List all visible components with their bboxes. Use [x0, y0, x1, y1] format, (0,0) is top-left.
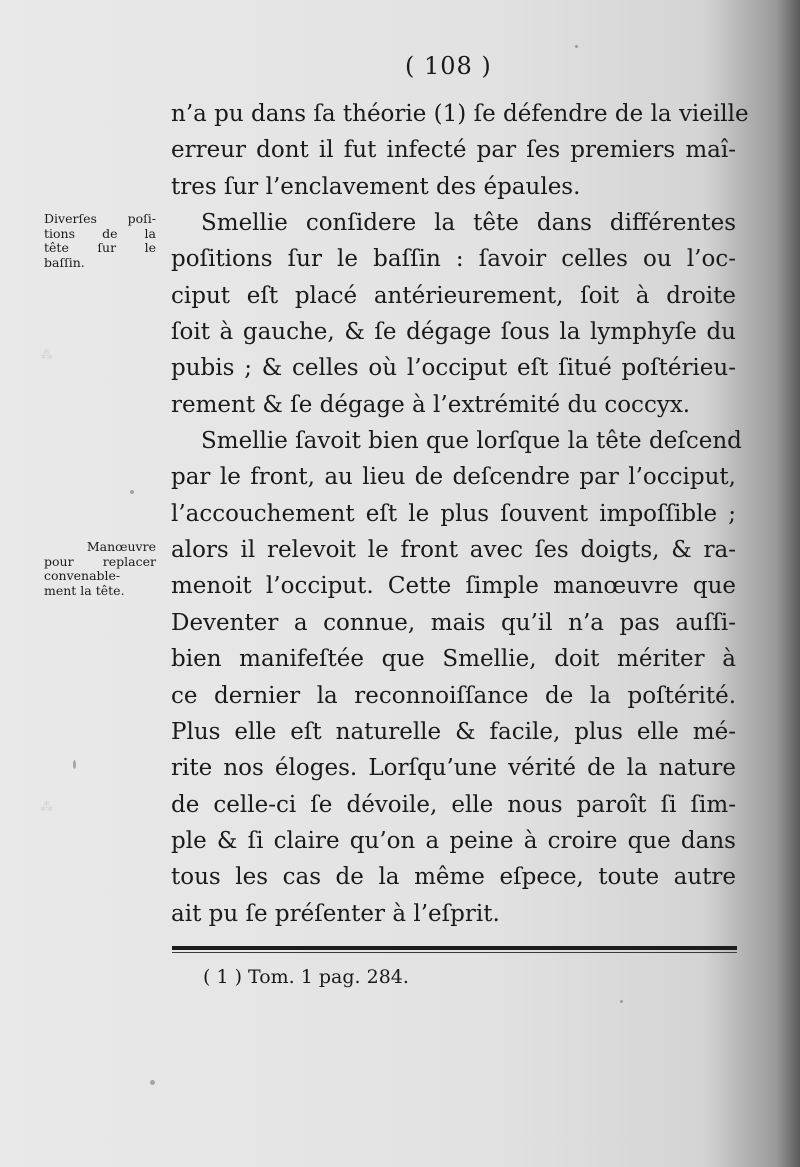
text-line: Deventer a connue, mais qu’il n’a pas auſſi-	[171, 609, 736, 636]
margin-note-line: convenable-	[44, 568, 121, 583]
text-line: de celle-ci ſe dévoile, elle nous paroît ſi ſim-	[171, 791, 736, 818]
margin-note-line: baſſin.	[44, 254, 85, 270]
text-line: ciput eſt placé antérieurement, ſoit à droite	[171, 282, 736, 309]
margin-note-line: Diverſes poſi-	[44, 211, 156, 226]
paper-speck	[575, 45, 578, 48]
text-line: ce dernier la reconnoiſſance de la poſtérité.	[171, 682, 736, 709]
show-through-text: ⁂	[40, 800, 53, 815]
text-line: tous les cas de la même eſpece, toute autre	[171, 864, 736, 891]
page-number: ( 108 )	[405, 52, 492, 80]
margin-note-line: pour replacer	[44, 553, 156, 569]
text-line: pubis ; & celles où l’occiput eſt ſitué poſtérieu-	[171, 355, 736, 382]
text-line: rite nos éloges. Lorſqu’une vérité de la nature	[171, 755, 736, 782]
paper-speck	[150, 1080, 155, 1085]
text-line: n’a pu dans ſa théorie (1) ſe défendre de la vieille	[171, 101, 749, 127]
text-line: Plus elle eſt naturelle & facile, plus elle mé-	[171, 718, 736, 745]
text-line: rement & ſe dégage à l’extrémité du coccyx.	[171, 391, 691, 418]
margin-note-line: tions de la	[44, 225, 156, 241]
paper-speck	[620, 1000, 623, 1003]
text-line: menoit l’occiput. Cette ſimple manœuvre que	[171, 573, 736, 600]
show-through-text: ⁂	[40, 348, 53, 363]
text-line: ple & ſi claire qu’on a peine à croire que dans	[171, 827, 736, 854]
body-text	[171, 96, 749, 932]
text-line: ſoit à gauche, & ſe dégage ſous la lymphyſe du	[171, 319, 736, 346]
margin-note-manoeuvre	[44, 540, 156, 598]
margin-note-line: ment la tête.	[44, 582, 125, 598]
margin-note-line: Manœuvre	[86, 539, 156, 554]
text-line: par le front, au lieu de deſcendre par l’occiput,	[171, 464, 736, 491]
text-line: poſitions ſur le baſſin : ſavoir celles ou l’oc-	[171, 246, 736, 273]
footnote: ( 1 ) Tom. 1 pag. 284.	[203, 966, 409, 988]
footnote-rule	[172, 946, 737, 950]
text-line: ait pu ſe préſenter à l’eſprit.	[171, 900, 500, 927]
text-line: Smellie conſidere la tête dans différentes	[201, 210, 736, 237]
text-line: erreur dont il fut infecté par ſes premiers maî-	[171, 137, 736, 164]
margin-note-line: tête ſur le	[44, 240, 156, 255]
text-line: Smellie ſavoit bien que lorſque la tête deſcend	[201, 428, 742, 455]
text-line: alors il relevoit le front avec ſes doigts, & ra-	[171, 537, 736, 564]
paper-speck	[73, 760, 76, 769]
footnote-rule-thin	[172, 952, 737, 953]
paper-speck	[130, 490, 134, 494]
margin-note-positions	[44, 212, 156, 270]
text-line: tres ſur l’enclavement des épaules.	[171, 173, 581, 200]
text-line: l’accouchement eſt le plus ſouvent impoſſible ;	[171, 500, 736, 527]
text-line: bien manifeſtée que Smellie, doit mériter à	[171, 646, 736, 673]
